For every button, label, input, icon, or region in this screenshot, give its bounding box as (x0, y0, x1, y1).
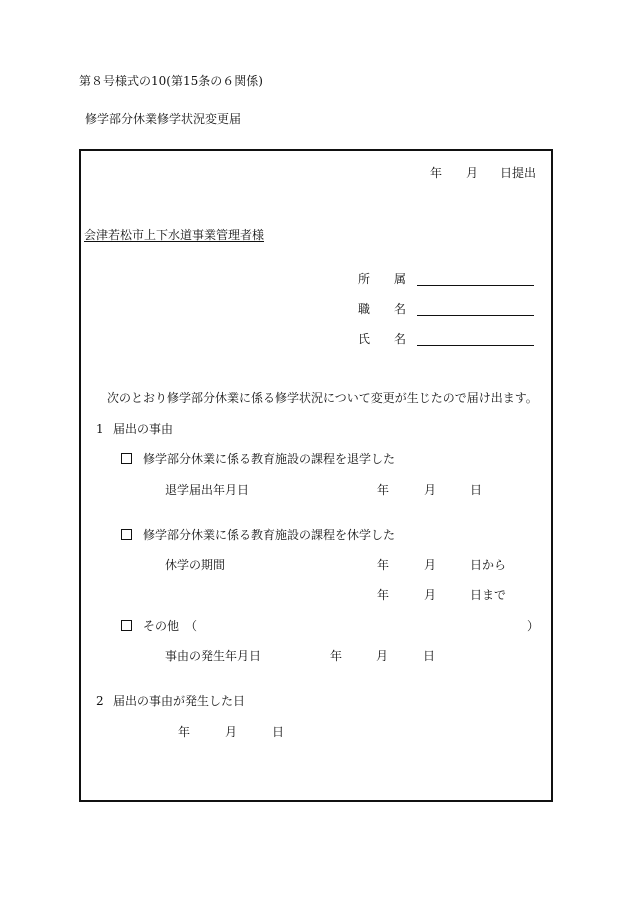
affiliation-label-2: 属 (394, 272, 407, 286)
checkbox-other[interactable] (121, 620, 132, 631)
other-month-label: 月 (376, 649, 389, 663)
option-other-text: その他 (143, 619, 180, 633)
checkbox-withdrawal[interactable] (121, 453, 132, 464)
withdrawal-year-label: 年 (377, 483, 390, 497)
leave-to-month-label: 月 (424, 588, 437, 602)
section2-number: 2 (96, 694, 104, 708)
other-day-label: 日 (423, 649, 436, 663)
withdrawal-month-label: 月 (424, 483, 437, 497)
withdrawal-day-label: 日 (470, 483, 483, 497)
name-label-2: 名 (394, 332, 407, 346)
position-label-1: 職 (358, 302, 371, 316)
other-date-label: 事由の発生年月日 (165, 649, 262, 663)
other-paren-open: （ (185, 619, 198, 633)
form-number: 第８号様式の10(第15条の６関係) (79, 74, 263, 88)
addressee: 会津若松市上下水道事業管理者様 (84, 228, 265, 242)
submit-day-label: 日提出 (500, 166, 537, 180)
form-title: 修学部分休業修学状況変更届 (85, 112, 242, 126)
name-field[interactable] (417, 345, 534, 346)
option-leave-text: 修学部分休業に係る教育施設の課程を休学した (143, 528, 396, 542)
leave-to-day-label: 日まで (470, 588, 507, 602)
other-year-label: 年 (330, 649, 343, 663)
position-field[interactable] (417, 315, 534, 316)
section2-title: 届出の事由が発生した日 (113, 694, 246, 708)
leave-from-day-label: 日から (470, 558, 507, 572)
leave-period-label: 休学の期間 (165, 558, 226, 572)
leave-from-month-label: 月 (424, 558, 437, 572)
section1-number: 1 (96, 422, 104, 436)
option-withdrawal-text: 修学部分休業に係る教育施設の課程を退学した (143, 452, 396, 466)
section1-title: 届出の事由 (113, 422, 174, 436)
withdrawal-date-label: 退学届出年月日 (165, 483, 250, 497)
body-text: 次のとおり修学部分休業に係る修学状況について変更が生じたので届け出ます。 (107, 391, 538, 405)
name-label-1: 氏 (358, 332, 371, 346)
other-paren-close: ） (527, 619, 540, 633)
submit-year-label: 年 (430, 166, 443, 180)
affiliation-field[interactable] (417, 285, 534, 286)
submit-month-label: 月 (466, 166, 479, 180)
occurrence-month-label: 月 (225, 725, 238, 739)
affiliation-label-1: 所 (358, 272, 371, 286)
leave-from-year-label: 年 (377, 558, 390, 572)
position-label-2: 名 (394, 302, 407, 316)
checkbox-leave[interactable] (121, 529, 132, 540)
leave-to-year-label: 年 (377, 588, 390, 602)
occurrence-year-label: 年 (178, 725, 191, 739)
occurrence-day-label: 日 (272, 725, 285, 739)
